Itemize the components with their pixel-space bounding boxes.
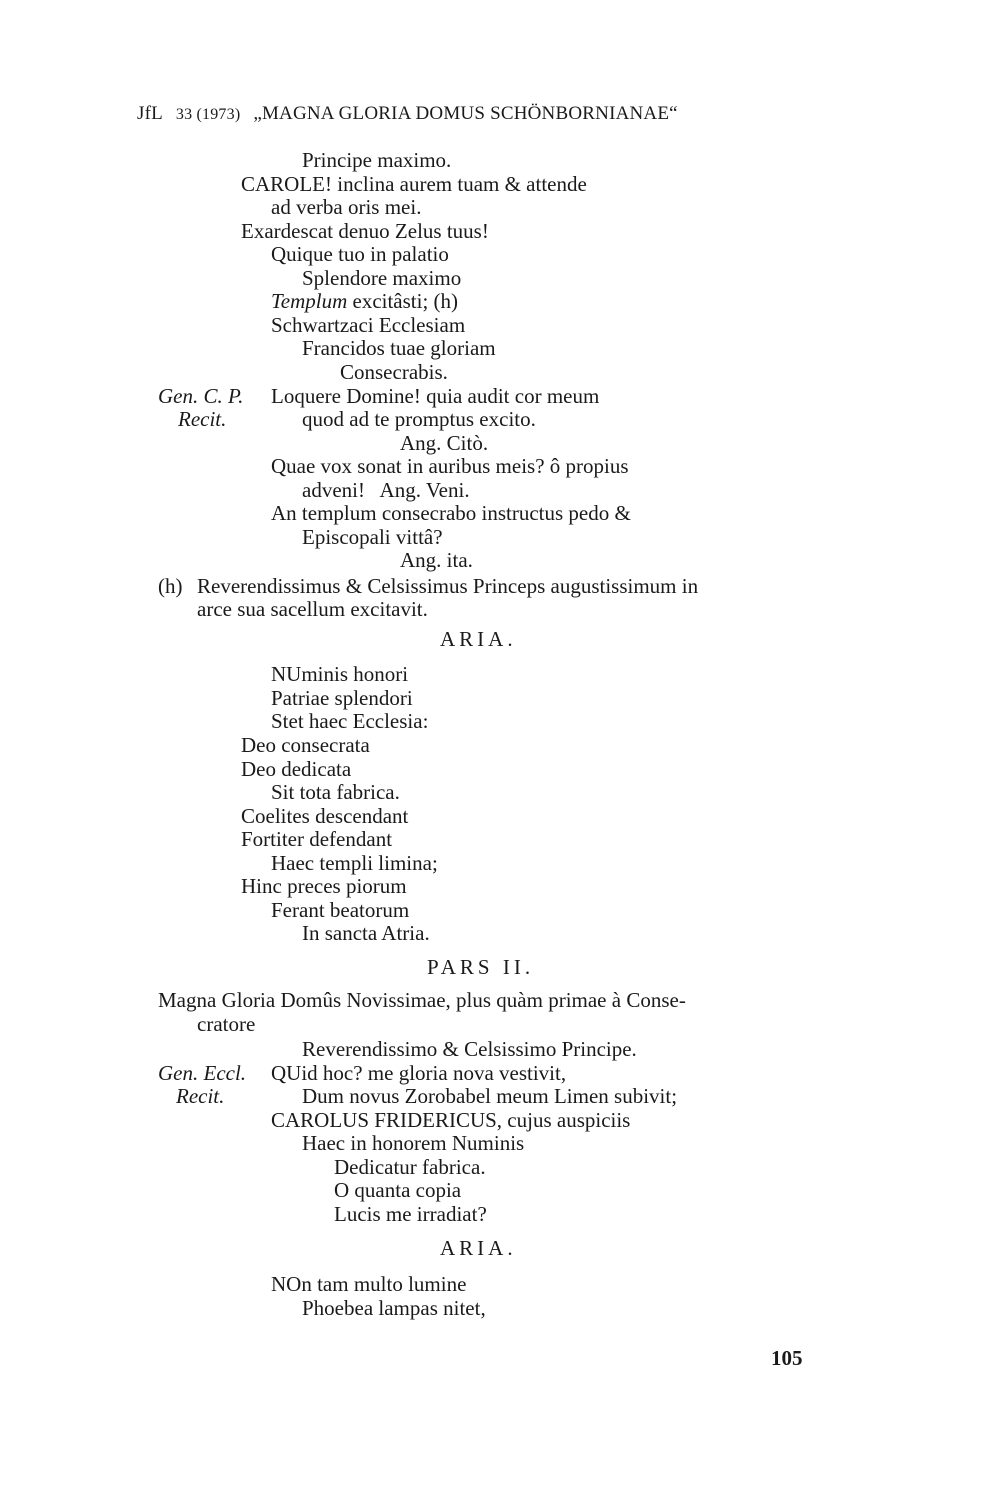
verse-line: Loquere Domine! quia audit cor meum [271, 384, 600, 408]
verse-line: Principe maximo. [302, 148, 452, 172]
section-heading: PARS II. [427, 955, 535, 979]
verse-line: NOn tam multo lumine [271, 1272, 467, 1296]
running-header [137, 103, 678, 125]
verse-line: In sancta Atria. [302, 921, 430, 945]
speaker-label: Gen. Eccl. [158, 1061, 247, 1085]
italic-word: Templum [271, 289, 348, 313]
verse-line: Sit tota fabrica. [271, 780, 400, 804]
verse-line: Hinc preces piorum [241, 874, 407, 898]
verse-line: Episcopali vittâ? [302, 525, 443, 549]
verse-line: Splendore maximo [302, 266, 462, 290]
verse-line: Lucis me irradiat? [334, 1202, 487, 1226]
section-heading: ARIA. [440, 627, 517, 651]
verse-line: Ang. ita. [400, 548, 473, 572]
verse-line: An templum consecrabo instructus pedo & [271, 501, 631, 525]
verse-line: Dedicatur fabrica. [334, 1155, 486, 1179]
verse-line: Patriae splendori [271, 686, 413, 710]
verse-line: Haec templi limina; [271, 851, 438, 875]
intro-line: Magna Gloria Domûs Novissimae, plus quàm primae à Conse- [158, 988, 686, 1012]
recit-label: Recit. [176, 1084, 225, 1108]
intro-line: cratore [197, 1012, 256, 1036]
verse-line: Haec in honorem Numinis [302, 1131, 525, 1155]
verse-line: Phoebea lampas nitet, [302, 1296, 486, 1320]
verse-line: O quanta copia [334, 1178, 462, 1202]
journal-abbrev: JfL [137, 103, 163, 124]
verse-line: Fortiter defendant [241, 827, 393, 851]
verse-line: CAROLUS FRIDERICUS, cujus auspiciis [271, 1108, 631, 1132]
verse-line: adveni! Ang. Veni. [302, 478, 470, 502]
verse-line: Coelites descendant [241, 804, 409, 828]
verse-line: Ferant beatorum [271, 898, 410, 922]
verse-line: Dum novus Zorobabel meum Limen subivit; [302, 1084, 678, 1108]
volume-year: 33 (1973) [175, 106, 241, 123]
section-heading: ARIA. [440, 1236, 517, 1260]
recit-label: Recit. [178, 407, 227, 431]
footnote-mark: (h) [158, 574, 183, 598]
footnote-text: arce sua sacellum excitavit. [197, 597, 428, 621]
verse-line [271, 289, 458, 313]
verse-line: Deo dedicata [241, 757, 352, 781]
verse-line: Ang. Citò. [400, 431, 489, 455]
running-title: „MAGNA GLORIA DOMUS SCHÖNBORNIANAE“ [253, 103, 678, 124]
page-number: 105 [771, 1346, 803, 1370]
verse-line: Quae vox sonat in auribus meis? ô propius [271, 454, 629, 478]
verse-line: NUminis honori [271, 662, 409, 686]
verse-line: quod ad te promptus excito. [302, 407, 536, 431]
verse-line: QUid hoc? me gloria nova vestivit, [271, 1061, 567, 1085]
intro-line: Reverendissimo & Celsissimo Principe. [302, 1037, 637, 1061]
verse-line: Exardescat denuo Zelus tuus! [241, 219, 489, 243]
verse-line: CAROLE! inclina aurem tuam & attende [241, 172, 587, 196]
verse-line: Deo consecrata [241, 733, 370, 757]
verse-line: Francidos tuae gloriam [302, 336, 496, 360]
verse-line: Quique tuo in palatio [271, 242, 449, 266]
verse-line: Schwartzaci Ecclesiam [271, 313, 466, 337]
footnote-text: Reverendissimus & Celsissimus Princeps augustissimum in [197, 574, 699, 598]
verse-line: Stet haec Ecclesia: [271, 709, 429, 733]
verse-text: excitâsti; (h) [352, 289, 459, 313]
verse-line: Consecrabis. [340, 360, 448, 384]
speaker-label: Gen. C. P. [158, 384, 244, 408]
verse-line: ad verba oris mei. [271, 195, 422, 219]
